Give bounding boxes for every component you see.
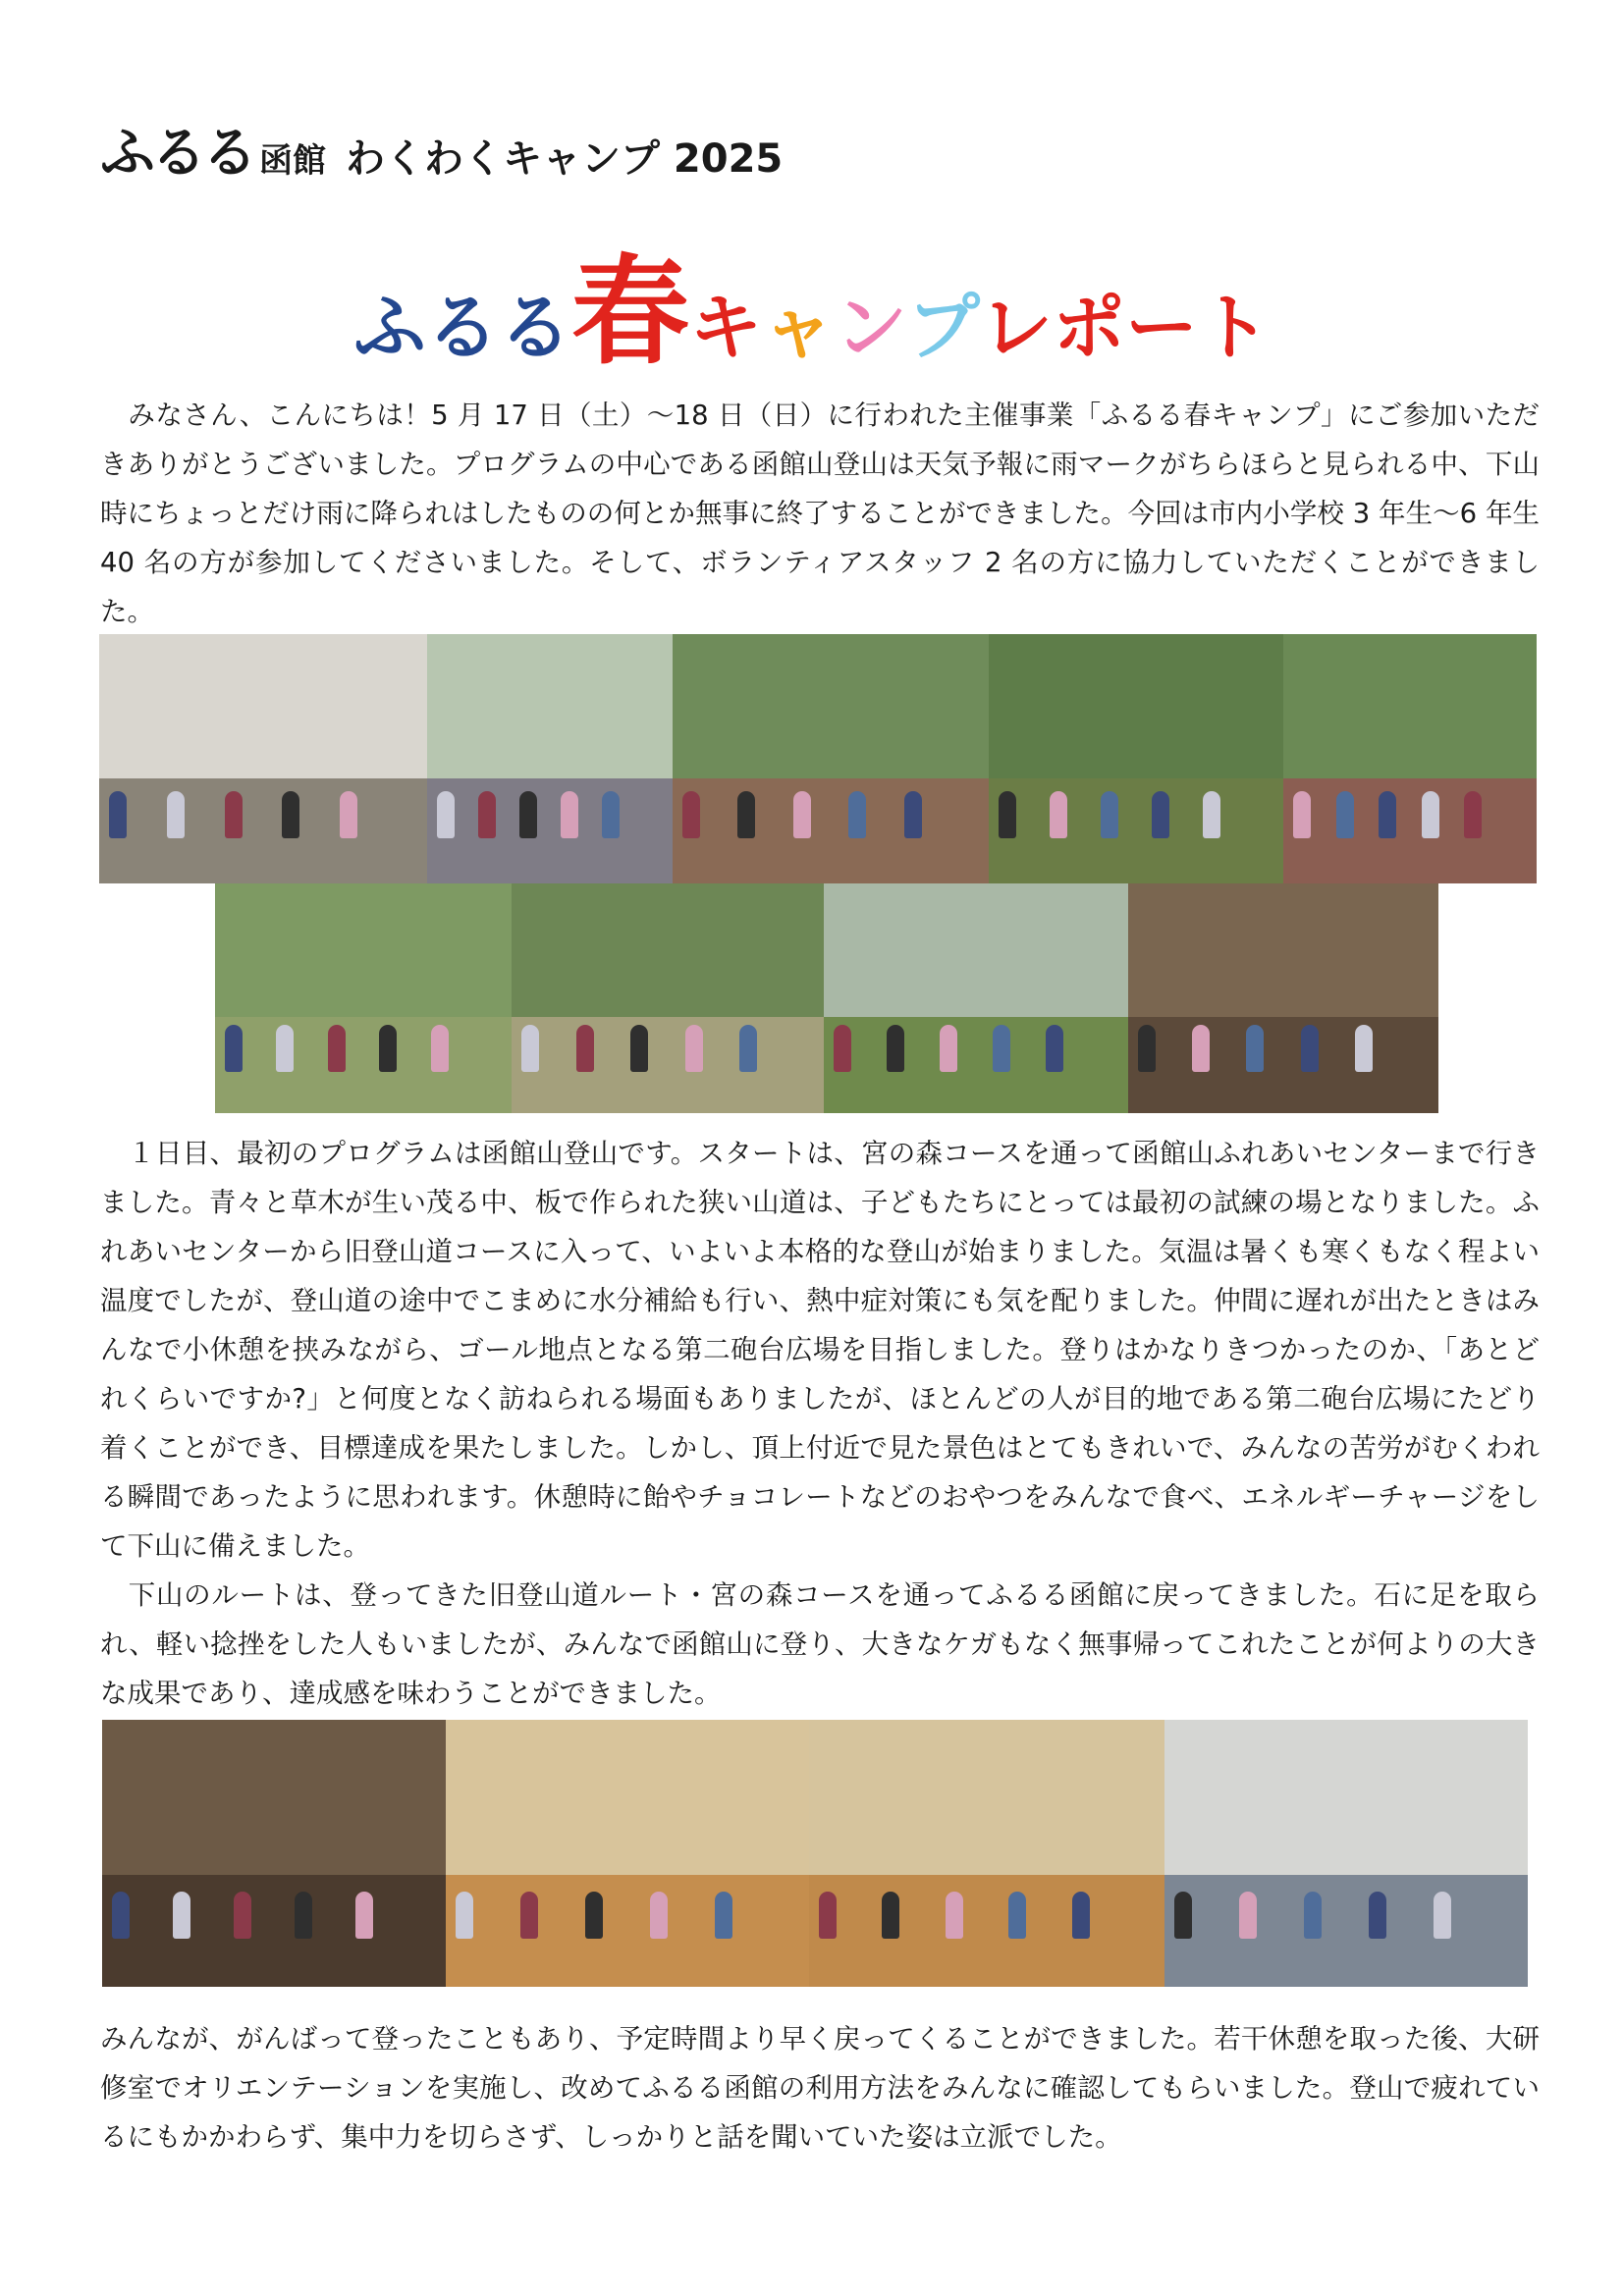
photo-dinner-hall: [102, 1720, 446, 1987]
day1-paragraph: [100, 1129, 1540, 1571]
photo-picnic-sheets: [512, 883, 824, 1113]
photo-forest-trail-1: [673, 634, 989, 883]
photo-summit-rest: [824, 883, 1128, 1113]
descent-paragraph: [100, 1571, 1540, 1718]
logo-sub-text: 函館: [259, 141, 326, 181]
title-part: 春: [571, 244, 689, 381]
page-header: [100, 110, 783, 188]
photo-forest-trail-3: [1283, 634, 1537, 883]
logo-main-text: ふるる: [100, 122, 253, 186]
return-paragraph: [100, 2014, 1540, 2162]
photo-lecture-room: [1164, 1720, 1528, 1987]
title-part: ト: [1198, 286, 1271, 370]
photo-shelter-rest: [1128, 883, 1438, 1113]
day1-text: １日目、最初のプログラムは函館山登山です。スタートは、宮の森コースを通って函館山ふれあいセンターまで行きました。青々と草木が生い茂る中、板で作られた狭い山道は、子どもたちにとっては最初の試練の場となりました。ふれあいセンターから旧登山道コースに入って、いよいよ本格的な登山が始まりました。気温は暑くも寒くもなく程よい温度でしたが、登山道の途中でこまめに水分補給も行い、熱中症対策にも気を配りました。仲間に遅れが出たときはみんなで小休憩を挟みながら、ゴール地点となる第二砲台広場を目指しました。登りはかなりきつかったのか、「あとどれくらいですか?」と何度となく訪ねられる場面もありましたが、ほとんどの人が目的地である第二砲台広場にたどり着くことができ、目標達成を果たしました。しかし、頂上付近で見た景色はとてもきれいで、みんなの苦労がむくわれる瞬間であったように思われます。休憩時に飴やチョコレートなどのおやつをみんなで食べ、エネルギーチャージをして下山に備えました。: [100, 1138, 1540, 1562]
photo-forest-trail-2: [989, 634, 1283, 883]
title-part: プ: [907, 286, 980, 370]
title-part: ー: [1125, 286, 1198, 370]
photo-row-rest: [215, 883, 1438, 1113]
title-part: ャ: [762, 286, 835, 370]
report-title: [0, 218, 1624, 381]
title-part: ポ: [1053, 286, 1125, 370]
photo-picnic-grass: [215, 883, 512, 1113]
photo-row-hiking: [99, 634, 1537, 883]
intro-text: みなさん、こんにちは！5 月 17 日（土）～18 日（日）に行われた主催事業「ふるる春キャンプ」にご参加いただきありがとうございました。プログラムの中心である函館山登山は天気予報に雨マークがちらほらと見られる中、下山時にちょっとだけ雨に降られはしたものの何とか無事に終了することができました。今回は市内小学校 3 年生～6 年生 40 名の方が参加してくださいました。そして、ボランティアスタッフ 2 名の方に協力していただくことができました。: [100, 400, 1540, 627]
photo-group-gathering: [427, 634, 673, 883]
title-part: ン: [835, 286, 907, 370]
title-part: キ: [689, 286, 762, 370]
photo-row-evening: [102, 1720, 1528, 1987]
photo-gym-sitting: [446, 1720, 809, 1987]
photo-orientation-room: [99, 634, 427, 883]
fururu-logo: [100, 110, 326, 188]
descent-text: 下山のルートは、登ってきた旧登山道ルート・宮の森コースを通ってふるる函館に戻ってきました。石に足を取られ、軽い捻挫をした人もいましたが、みんなで函館山に登り、大きなケガもなく無事帰ってこれたことが何よりの大きな成果であり、達成感を味わうことができました。: [100, 1579, 1540, 1709]
title-part: レ: [980, 286, 1053, 370]
photo-gym-activity: [809, 1720, 1164, 1987]
return-text: みんなが、がんばって登ったこともあり、予定時間より早く戻ってくることができました。若干休憩を取った後、大研修室でオリエンテーションを実施し、改めてふるる函館の利用方法をみんなに確認してもらいました。登山で疲れているにもかかわらず、集中力を切らさず、しっかりと話を聞いていた姿は立派でした。: [100, 2023, 1540, 2153]
intro-paragraph: [100, 391, 1540, 636]
title-part: ふるる: [353, 286, 571, 370]
header-title: わくわくキャンプ 2025: [346, 136, 784, 182]
